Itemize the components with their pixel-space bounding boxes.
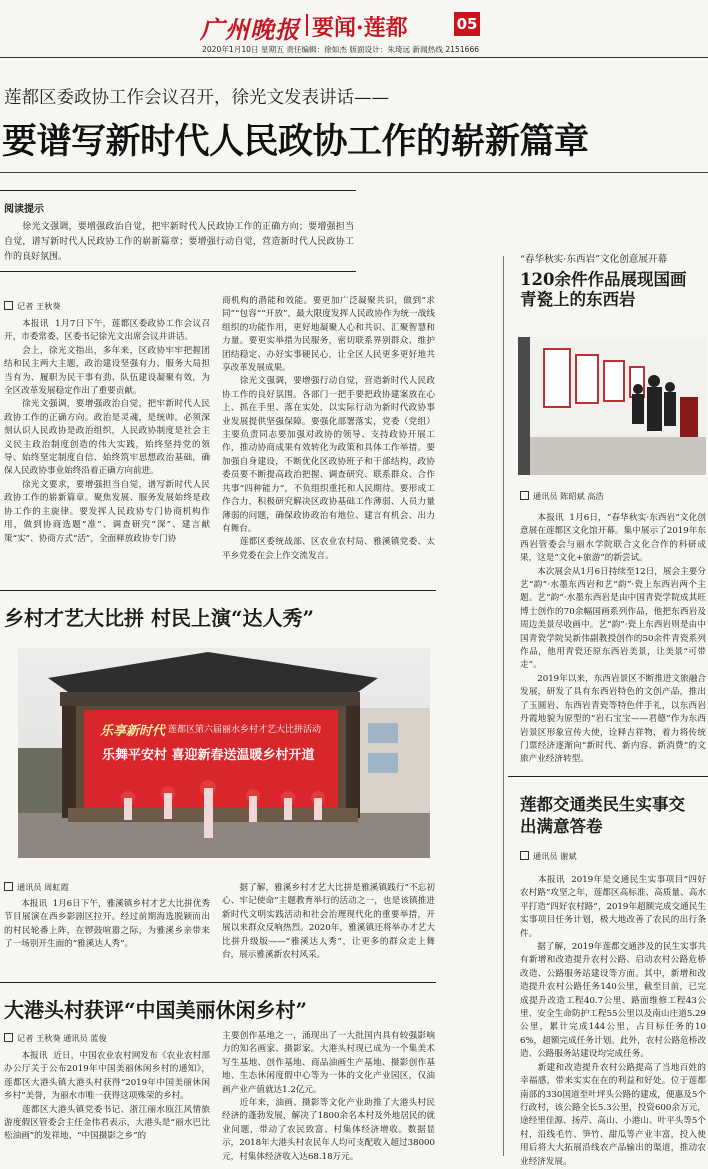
lead-byline-text: 记者 王秋葵 (17, 301, 61, 311)
right1-text: 本报讯 1月6日，“春华秋实·东西岩”文化创意展在莲都区文化馆开幕。集中展示了2019年东西岩管委会与丽水学院联合文化合作的科研成果，这是“文化+旅游”的新尝试。 本次展会从1月6日持续至12日，展会主要分艺“韵”·水墨东西岩和艺“韵”·瓷上东西岩两个主题。艺“韵”·水墨东西岩是由中国青瓷学院成其旺博士创作的70余幅国画系列作品，他把东西岩及周边美景尽收画中。艺“韵”·瓷上东西岩则是由中国青瓷学院吴新伟副教授创作的50余件青瓷系列作品，他用青瓷还原东西岩美景，让美景“可带走”。 2019年以来，东西岩景区不断推进文旅融合发展，研发了具有东西岩特色的文创产品，推出了玉圆岩、东西岩青瓷等特色伴手礼，以东西岩丹霞地貌为原型的“岩石宝宝——君德”作为东西岩景区形象宣传大使，诠释吉祥物，着力将传统门票经济逐渐向“新时代、新内容、新消费”的文旅产业经济转型。 (520, 513, 706, 765)
right2-byline (520, 851, 577, 862)
headline-rule (0, 172, 708, 173)
story2-column-1: 本报讯 1月6日下午，雅溪镇乡村才艺大比拼优秀节目展演在西乡影剧区拉开。经过前期海选脱颖而出的村民轮番上阵，在锣鼓喧嚣之际，为雅溪乡亲带来了一场别开生面的“雅溪达人秀”。 (4, 899, 210, 950)
story2-byline (4, 882, 69, 893)
byline-box-icon (4, 882, 13, 891)
banner-line-2: 莲都区第六届丽水乡村才艺大比拼活动 (168, 725, 322, 735)
page-number: 05 (454, 12, 480, 36)
lead-column-1: 本报讯 1月7日下午，莲都区委政协工作会议召开，市委常委、区委书记徐光文出席会议并讲话。 会上，徐光文指出，多年来，区政协牢牢把握团结和民主两大主题，政治建设坚强有力、服务大局担当有为、履职为民干事有劲、队伍建设凝聚有效，为全区改革发展稳定作出了重要贡献。 徐光文强调，要增强政治自觉，把牢新时代人民政协工作的正确方向。政治是灵魂，是统帅。必须深刻认识人民政协是政治组织，人民政协制度是社会主义民主政治制度创造的伟大实践，始终坚持党的领导、始终坚定制度自信、始终筑牢思想政治基础，确保人民政协事业始终沿着正确方向前进。 徐光文要求，要增强担当自觉，谱写新时代人民政协工作的崭新篇章。聚焦发展、服务发展始终是政协工作的主旋律。要发挥人民政协专门协商机构作用，做到协商选题“准”、调查研究“深”、建言献策“实”、协商方式“活”，全面释放政协专门协 (4, 319, 210, 544)
story3-column-1: 本报讯 近日，中国农业农村网发布《农业农村部办公厅关于公布2019年中国美丽休闲乡村的通知》，莲都区大港头镇大港头村获得“2019年中国美丽休闲乡村”美誉，为丽水市唯一获得这项殊荣的乡村。 莲都区大港头镇党委书记、浙江丽水瓯江风情旅游度假区管委会主任金伟君表示，大港头是“丽水巴比松油画”的发祥地、“中国摄影之乡”的 (4, 1051, 210, 1142)
lead-column-2: 商机构的潜能和效能。要更加广泛凝聚共识，做到“求同”“包容”“开放”，最大限度发挥人民政协作为统一战线组织的功能作用，更好地凝聚人心和共识、汇聚智慧和力量。要更实举措为民服务，密切联系界别群众、维护团结稳定、办好实事硬民心，让全区人民更多更好地共享改革发展成果。 徐光文强调，要增强行动自觉，营造新时代人民政协工作的良好氛围。各部门一把手要把政协建案放在心上、抓在手里、落在实处，以实际行动为新时代政协事业发展提供坚强保障。要强化部署落实，党委（党组）主要负责同志要加强对政协的领导、支持政协开展工作，推动协商成果有效转化为政策和具体工作举措。要加强自身建设，不断优化区政协班子和干部结构，政协委员要不断提高政治把握、调查研究、联系群众、合作共事“四种能力”，不负组织重托和人民期待。要形成工作合力，积极研究解决区政协基础工作薄弱、人员力量薄弱的问题，确保政协政治有地位、建言有机会、出力有舞台。 莲都区委统战部、区农业农村局、雅溪镇党委、太平乡党委在会上作交流发言。 (222, 296, 435, 561)
byline-box-icon (520, 491, 529, 500)
right2-headline: 莲都交通类民生实事交出满意答卷 (520, 795, 685, 836)
story3-column-2: 主要创作基地之一，涌现出了一大批国内具有较强影响力的知名画家、摄影家。大港头村现已成为一个集美术写生基地、创作基地、商品油画生产基地、摄影创作基地、生态休闲度假中心等为一体的文化产业园区，仅油画产业产值就达1.2亿元。 近年来，油画、摄影等文化产业助推了大港头村民经济的蓬勃发展，解决了1800余名本村及外地居民的就业问题，带动了农民致富、村集体经济增收。数据显示，2018年大港头村农民年人均可支配收入超过38000元，村集体经济收入达68.18万元。 (222, 1031, 435, 1162)
right1-photo (518, 337, 706, 475)
banner-big-text: 乐享新时代 (100, 724, 166, 739)
right2-byline-text: 通讯员 谢斌 (533, 851, 577, 861)
story3-byline-text: 记者 王秋葵 通讯员 蓝俊 (17, 1033, 107, 1043)
byline-box-icon (520, 851, 529, 860)
dateline: 2020年1月10日 星期五 责任编辑：徐如杰 版面设计：朱琦远 新闻热线 2151666 (202, 45, 480, 54)
lead-byline (4, 301, 61, 312)
right1-byline-text: 通讯员 陈昭斌 高浩 (533, 491, 604, 501)
column-divider (503, 256, 504, 1156)
story2-photo (18, 648, 430, 858)
right1-headline: 120余件作品展现国画青瓷上的东西岩 (520, 270, 687, 309)
byline-box-icon (4, 301, 13, 310)
right1-byline (520, 491, 604, 502)
guide-bottom-rule (0, 271, 356, 272)
story2-headline: 乡村才艺大比拼 村民上演“达人秀” (4, 606, 314, 630)
lead-bottom-rule (0, 590, 436, 591)
story2-column-2: 据了解，雅溪乡村才艺大比拼是雅溪镇践行“不忘初心、牢记使命”主题教育举行的活动之一，也是该镇推进新时代文明实践活动和社会治理现代化的重要举措，开展以来群众反响热烈。2020年，雅溪镇还将举办才艺大比拼升级版——“雅溪达人秀”，让更多的群众走上舞台，展示雅溪新农村风采。 (222, 883, 435, 961)
story2-bottom-rule (0, 982, 436, 983)
story3-headline: 大港头村获评“中国美丽休闲乡村” (4, 998, 308, 1022)
guide-title: 阅读提示 (4, 204, 44, 215)
top-rule (0, 57, 708, 58)
guide-top-rule (0, 190, 356, 191)
byline-box-icon (4, 1033, 13, 1042)
lead-headline: 要谱写新时代人民政协工作的崭新篇章 (2, 121, 589, 162)
section-name: 要闻·莲都 (312, 15, 408, 41)
right-divider-rule (508, 776, 708, 777)
story2-byline-text: 通讯员 周虹霞 (17, 882, 69, 892)
masthead (200, 10, 510, 44)
exhibition-photo-graphic (518, 337, 706, 475)
story3-byline (4, 1033, 107, 1044)
right2-text: 本报讯 2019年是交通民生实事项目“四好农村路”攻坚之年，莲都区高标准、高质量、高水平打造“四好农村路”，2019年超额完成交通民生实事项目任务计划，极大地改善了农民的出行条件。 据了解，2019年莲都交通涉及的民生实事共有新增和改造提升农村公路、启动农村公路危桥改造、公路服务站建设等方面。其中，新增和改造提升农村公路任务140公里，截至目前，已完成提升改造工程40.7公里、路面维修工程43公里、安全生命防护工程55公里以及南山庄道5.29公里，累计完成144公里，占目标任务的106%，超额完成任务计划。此外，农村公路危桥改造、公路服务站建设均完成任务。 新建和改造提升农村公路提高了当地百姓的幸福感，带来实实在在的利益和好处。位于莲都南部的330国道至叶坪头公路的建成，便惠及5个行政村，该公路全长5.3公里，投资600余万元，途经里佳源、扬芹、高山、小港山、叶平头等5个村，沿线毛竹、笋竹、甜瓜等产业丰富，投入使用后将大大拓展沿线农产品输出的渠道，推动农业经济发展。 (520, 875, 706, 1167)
section-divider (306, 14, 308, 36)
banner-line-3: 乐舞平安村 喜迎新春送温暖乡村开道 (102, 748, 315, 763)
paper-name: 广州晚报 (200, 15, 300, 44)
right1-kicker: “春华秋实·东西岩”文化创意展开幕 (520, 254, 668, 265)
lead-kicker: 莲都区委政协工作会议召开，徐光文发表讲话—— (4, 88, 389, 108)
guide-text: 徐光文强调，要增强政治自觉，把牢新时代人民政协工作的正确方向；要增强担当自觉，谱写新时代人民政协工作的崭新篇章；要增强行动自觉，营造新时代人民政协工作的良好氛围。 (4, 222, 354, 262)
